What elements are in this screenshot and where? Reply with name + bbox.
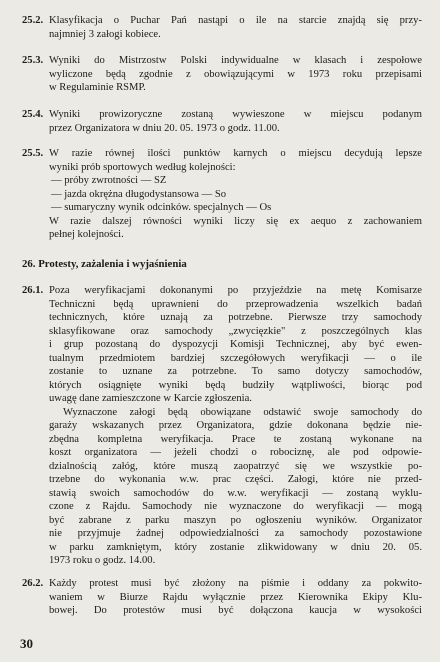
text-line: trzebne do wykonania w.w. prac części. Załogi, które nie przed- [49, 474, 422, 485]
section-25-5 [22, 147, 422, 242]
text-line: bowej. Do protestów musi być dołączona kaucja w wysokości [49, 605, 422, 616]
text-line: uwagę dane zamieszczone w Karcie zgłoszenia. [49, 393, 252, 404]
text-line: dzialnością załóg, które muszą zaopatrzyć się we wszystkie po- [49, 460, 422, 472]
text-line: — jazda okrężna długodystansowa — So [51, 188, 227, 200]
text-line: być zabrane z parku maszyn po ogłoszeniu wyników. Organizator [49, 514, 422, 526]
text-line: czone z Rajdu. Samochody nie wyznaczone do weryfikacji — mogą [49, 501, 422, 512]
text-line: i grup pozostaną do dyspozycji Komisji Technicznej, aby być ewen- [49, 339, 422, 350]
section-number: 25.3. [22, 55, 44, 66]
text-line: Wyznaczone załogi będą obowiązane odstawić swoje samochody do [63, 406, 422, 418]
text-line: w parku zamkniętym, który zostanie zlikwidowany w dniu 20. 05. [49, 541, 422, 553]
text-line: wyniki prób sportowych według kolejności: [49, 161, 236, 173]
text-line: zbędna kompletna weryfikacja. Prace te zostaną wykonane na [49, 433, 422, 445]
text-line: zostanie to uznane za potrzebne. To samo dotyczy samochodów, [49, 366, 422, 377]
text-line: W razie dalszej równości wyniki liczy się ex aequo z zachowaniem [49, 215, 422, 227]
section-25-3 [22, 54, 422, 95]
text-line: sklasyfikowane oraz samochody „zwycięzkie" z poszczególnych klas [49, 325, 422, 337]
text-line: Wyniki do Mistrzostw Polski indywidualne w klasach i zespołowe [49, 55, 422, 66]
text-line: których osiągnięte wyniki będą budziły wątpliwości, biorąc pod [49, 379, 422, 391]
text-line: W razie równej ilości punktów karnych o miejscu decydują lepsze [49, 148, 422, 159]
text-line: koszt organizatora — jeżeli chodzi o robociznę, ale pod odpowie- [49, 447, 422, 458]
section-25-2 [22, 14, 422, 41]
text-line: technicznych, które uznają za potrzebne. Pierwsze trzy samochody [49, 312, 422, 323]
text-line: pełnej kolejności. [49, 229, 124, 240]
section-26-2 [22, 577, 422, 618]
text-line: Klasyfikacja o Puchar Pań nastąpi o ile na starcie znajdą się przy- [49, 15, 422, 26]
text-line: w Regulaminie RSMP. [49, 82, 146, 93]
text-line: Wyniki prowizoryczne zostaną wywieszone w miejscu podanym [49, 109, 422, 120]
section-number: 25.4. [22, 109, 44, 120]
section-heading: 26. Protesty, zażalenia i wyjaśnienia [22, 258, 187, 270]
text-line: — sumaryczny wynik odcinków. specjalnych — Os [51, 202, 272, 213]
section-number: 25.5. [22, 148, 44, 159]
text-line: wyliczone będą zgodnie z obowiązującymi w 1973 roku przepisami [49, 68, 422, 80]
text-line: przez Organizatora w dniu 20. 05. 1973 o godz. 11.00. [49, 122, 280, 134]
text-line: stawią swoich samochodów do w.w. weryfikacji — zostaną wyklu- [49, 487, 422, 499]
text-line: Poza weryfikacjami dokonanymi po przyjeździe na metę Komisarze [49, 285, 422, 296]
text-line: nie przyjmuje żadnej odpowiedzialności za samochody pozostawione [49, 528, 422, 539]
section-number: 25.2. [22, 15, 44, 26]
section-25-4 [22, 108, 422, 135]
text-line: waniem w Biurze Rajdu wyłącznie przez Kierownika Ekipy Klu- [49, 591, 422, 603]
text-line: garaży wskazanych przez Organizatora, gdzie dokonana będzie nie- [49, 420, 422, 431]
text-line: Każdy protest musi być złożony na piśmie i oddany za pokwito- [49, 578, 422, 589]
page-number: 30 [20, 636, 33, 651]
text-line: najmniej 3 załogi kobiece. [49, 28, 161, 40]
text-line: 1973 roku o godz. 14.00. [49, 555, 156, 566]
section-26-1 [22, 284, 422, 568]
section-number: 26.1. [22, 285, 44, 296]
section-number: 26.2. [22, 578, 44, 589]
text-line: — próby zwrotności — SZ [51, 175, 167, 186]
text-line: tualnym przedmiotem bardziej szczegółowych weryfikacji — o ile [49, 352, 422, 364]
text-line: Techniczni będą uprawnieni do przeprowadzenia wszelkich badań [49, 298, 422, 310]
